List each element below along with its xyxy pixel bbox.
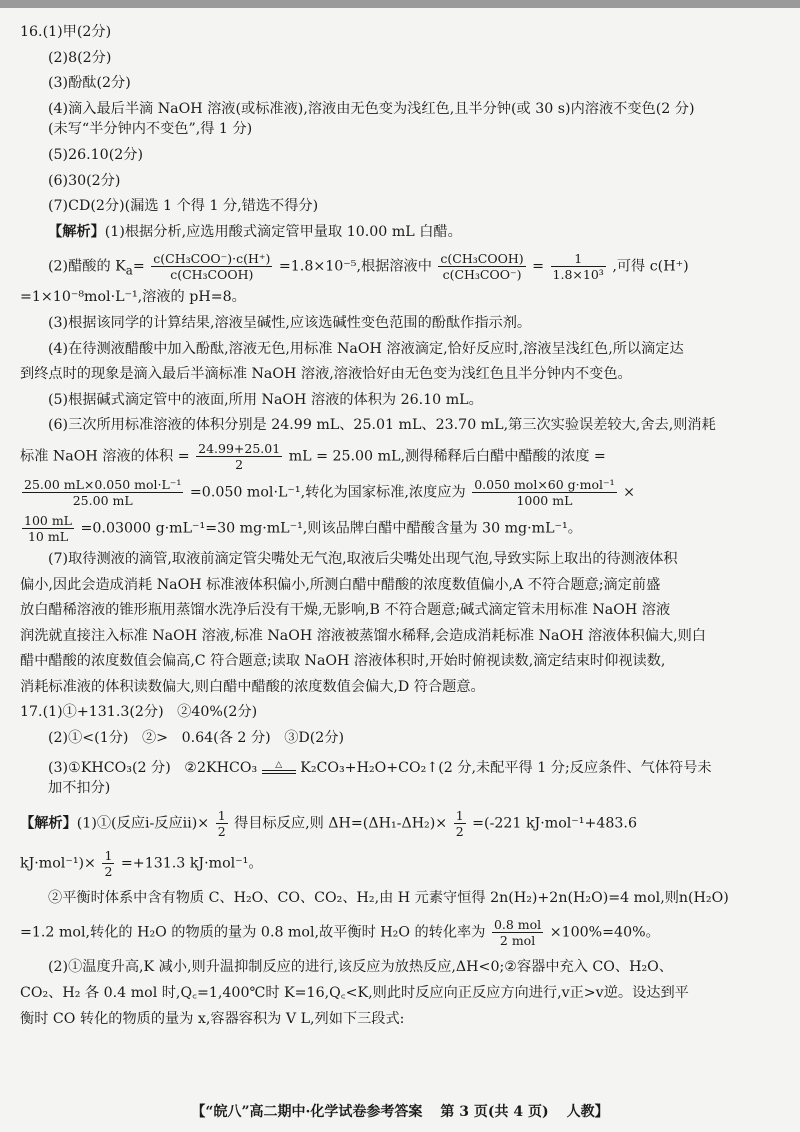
- numerator: c(CH₃COOH): [440, 251, 524, 267]
- footer-page-number: 第 3 页(共 4 页): [440, 1104, 549, 1120]
- footer-title: 【“皖八”高二期中·化学试卷参考答案: [191, 1104, 423, 1120]
- q16-analysis-6-l4: [20, 513, 780, 544]
- subscript: a: [125, 263, 133, 278]
- q16-analysis-1-text: (1)根据分析,应选用酸式滴定管甲量取 10.00 mL 白醋。: [104, 223, 462, 240]
- denominator: 25.00 mL: [72, 492, 133, 508]
- q16-analysis-5: (5)根据碱式滴定管中的液面,所用 NaOH 溶液的体积为 26.10 mL。: [48, 391, 483, 408]
- text: 标准 NaOH 溶液的体积 =: [20, 448, 190, 465]
- q16-answer-5: (5)26.10(2分): [48, 146, 143, 163]
- q16-analysis-1: [20, 222, 780, 243]
- fraction-ka: [151, 251, 272, 282]
- top-edge-shadow: [0, 0, 800, 8]
- text: =: [532, 258, 545, 275]
- fraction-mass: [472, 477, 616, 508]
- numerator: 100 mL: [24, 512, 72, 528]
- fraction-inverse: [551, 251, 606, 282]
- denominator: 2 mol: [499, 933, 536, 949]
- fraction-ratio: [438, 251, 525, 282]
- numerator: 24.99+25.01: [198, 440, 281, 456]
- q16-analysis-6: (6)三次所用标准溶液的体积分别是 24.99 mL、25.01 mL、23.70 mL,第三次实验误差较大,舍去,则消耗: [48, 417, 716, 434]
- fraction-half: [454, 808, 466, 839]
- denominator: 1000 mL: [516, 492, 573, 508]
- q16-answer-4: (4)滴入最后半滴 NaOH 溶液(或标准液),溶液由无色变为浅红色,且半分钟(或 30 s)内溶液不变色(2 分): [48, 100, 695, 117]
- q16-analysis-2: [20, 251, 780, 282]
- text: =1.8×10⁻⁵,根据溶液中: [278, 258, 432, 275]
- text: ×100%=40%。: [549, 924, 660, 941]
- q16-analysis-3: (3)根据该同学的计算结果,溶液呈碱性,应该选碱性变色范围的酚酞作指示剂。: [48, 314, 532, 331]
- denominator: 10 mL: [27, 528, 69, 544]
- q17-analysis-1b: ②平衡时体系中含有物质 C、H₂O、CO、CO₂、H₂,由 H 元素守恒得 2n(H₂)+2n(H₂O)=4 mol,则n(H₂O): [48, 889, 729, 906]
- fraction-dilution: [22, 513, 74, 544]
- q16-answer-2: (2)8(2分): [48, 49, 112, 66]
- denominator: 2: [217, 823, 226, 839]
- text: =+131.3 kJ·mol⁻¹。: [120, 855, 263, 872]
- q16-answer-7: (7)CD(2分)(漏选 1 个得 1 分,错选不得分): [48, 198, 319, 215]
- q16-analysis-7-l2: 偏小,因此会造成消耗 NaOH 标准液体积偏小,所测白醋中醋酸的浓度数值偏小,A 不符合题意;滴定前盛: [20, 576, 661, 593]
- denominator: 2: [235, 456, 244, 472]
- q16-answer-6: (6)30(2分): [48, 172, 121, 189]
- text: (2)醋酸的 K: [48, 258, 126, 275]
- q16-analysis-4-cont: 到终点时的现象是滴入最后半滴标准 NaOH 溶液,溶液恰好由无色变为浅红色且半分钟内不变色。: [20, 366, 632, 383]
- denominator: 2: [455, 823, 464, 839]
- text: =0.03000 g·mL⁻¹=30 mg·mL⁻¹,则该品牌白醋中醋酸含量为 30 mg·mL⁻¹。: [80, 520, 582, 537]
- q16-analysis-7: (7)取待测液的滴管,取液前滴定管尖嘴处无气泡,取液后尖嘴处出现气泡,导致实际上取出的待测液体积: [48, 550, 678, 567]
- text: mL = 25.00 mL,测得稀释后白醋中醋酸的浓度 =: [288, 448, 606, 465]
- text: K₂CO₃+H₂O+CO₂↑(2 分,未配平得 1 分;反应条件、气体符号未: [300, 759, 712, 776]
- denominator: 2: [104, 863, 113, 879]
- q17-answer-1: 17.(1)①+131.3(2分) ②40%(2分): [20, 704, 258, 721]
- q16-answer-4-note: (未写“半分钟内不变色”,得 1 分): [48, 121, 253, 138]
- denominator: c(CH₃COOH): [170, 267, 254, 283]
- analysis-label: 【解析】: [20, 815, 77, 832]
- q16-analysis-6-l3: [20, 477, 780, 508]
- numerator: 1: [455, 807, 464, 823]
- text: =0.050 mol·L⁻¹,转化为国家标准,浓度应为: [189, 484, 466, 501]
- q16-answer-3: (3)酚酞(2分): [48, 75, 131, 92]
- q17-answer-3: [20, 758, 780, 779]
- numerator: c(CH₃COO⁻)·c(H⁺): [153, 251, 271, 267]
- fraction-conversion: [492, 917, 543, 948]
- q16-analysis-7-l6: 消耗标准液的体积读数偏大,则白醋中醋酸的浓度数值会偏大,D 符合题意。: [20, 678, 485, 695]
- text: =1.2 mol,转化的 H₂O 的物质的量为 0.8 mol,故平衡时 H₂O 的转化率为: [20, 924, 486, 941]
- heat-condition-arrow: [262, 761, 296, 774]
- q16-analysis-7-l5: 醋中醋酸的浓度数值会偏高,C 符合题意;读取 NaOH 溶液体积时,开始时俯视读数,滴定结束时仰视读数,: [20, 653, 666, 670]
- fraction-average: [196, 441, 282, 472]
- q17-analysis-1b-l2: [20, 917, 780, 948]
- q17-analysis-1-l2: [20, 848, 780, 879]
- text: ×: [623, 484, 636, 501]
- text: 得目标反应,则 ΔH=(ΔH₁-ΔH₂)×: [234, 815, 448, 832]
- q17-analysis-1: [20, 808, 780, 839]
- denominator: 1.8×10³: [552, 267, 604, 283]
- heat-symbol: △: [275, 760, 283, 771]
- numerator: 25.00 mL×0.050 mol·L⁻¹: [24, 476, 182, 492]
- q16-analysis-6-l2: [20, 441, 780, 472]
- q17-analysis-2-l2: CO₂、H₂ 各 0.4 mol 时,Q꜀=1,400℃时 K=16,Q꜀<K,则此时反应向正反应方向进行,v正>v逆。设达到平: [20, 985, 689, 1002]
- equals-bar: [262, 770, 296, 774]
- text: ,可得 c(H⁺): [612, 258, 689, 275]
- q17-answer-2: (2)①<(1分) ②> 0.64(各 2 分) ③D(2分): [48, 730, 345, 747]
- q16-analysis-4: (4)在待测液醋酸中加入酚酞,溶液无色,用标准 NaOH 溶液滴定,恰好反应时,溶液呈浅红色,所以滴定达: [48, 340, 684, 357]
- analysis-label: 【解析】: [48, 223, 105, 240]
- footer-edition: 人教】: [566, 1104, 609, 1120]
- text: (3)①KHCO₃(2 分) ②2KHCO₃: [48, 759, 258, 776]
- fraction-half: [216, 808, 228, 839]
- q16-analysis-7-l4: 润洗就直接注入标准 NaOH 溶液,标准 NaOH 溶液被蒸馏水稀释,会造成消耗标准 NaOH 溶液体积偏大,则白: [20, 627, 706, 644]
- text: kJ·mol⁻¹)×: [20, 855, 96, 872]
- q16-answer-1: 16.(1)甲(2分): [20, 24, 112, 40]
- q16-analysis-2-cont: =1×10⁻⁸mol·L⁻¹,溶液的 pH=8。: [20, 289, 246, 306]
- text: =: [132, 258, 145, 275]
- fraction-concentration: [22, 477, 183, 508]
- q16-analysis-7-l3: 放白醋稀溶液的锥形瓶用蒸馏水洗净后没有干燥,无影响,B 不符合题意;碱式滴定管未用标准 NaOH 溶液: [20, 602, 671, 619]
- q17-answer-3-cont: 加不扣分): [48, 780, 111, 797]
- q17-analysis-2-l3: 衡时 CO 转化的物质的量为 x,容器容积为 V L,列如下三段式:: [20, 1010, 405, 1027]
- numerator: 0.8 mol: [493, 917, 542, 933]
- fraction-half: [102, 848, 114, 879]
- text: =(-221 kJ·mol⁻¹+483.6: [472, 815, 637, 832]
- text: (1)①(反应ⅰ-反应ⅱ)×: [76, 815, 210, 832]
- page-footer: [0, 1102, 800, 1122]
- denominator: c(CH₃COO⁻): [442, 267, 522, 283]
- numerator: 0.050 mol×60 g·mol⁻¹: [474, 476, 615, 492]
- numerator: 1: [104, 847, 113, 863]
- numerator: 1: [217, 807, 226, 823]
- numerator: 1: [551, 251, 606, 267]
- q17-analysis-2: (2)①温度升高,K 减小,则升温抑制反应的进行,该反应为放热反应,ΔH<0;②容器中充入 CO、H₂O、: [48, 959, 673, 976]
